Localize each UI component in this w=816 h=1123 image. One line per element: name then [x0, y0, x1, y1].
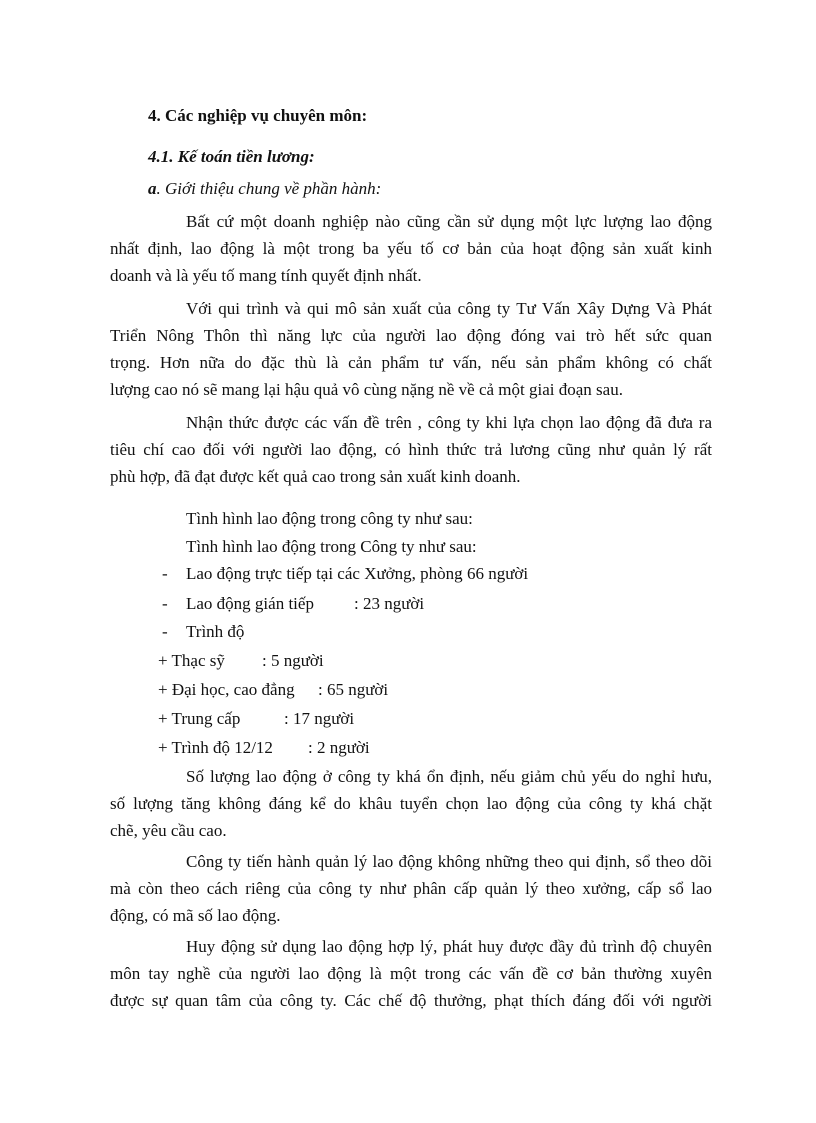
para2-line1: Với qui trình và qui mô sản xuất của công ty Tư Vấn Xây Dựng Và Phát — [186, 299, 712, 318]
list-level-label: Trình độ — [186, 622, 245, 641]
para1-line2: nhất định, lao động là một trong ba yếu tố cơ bản của hoạt động sản xuất kinh — [110, 239, 712, 258]
heading: 4. Các nghiệp vụ chuyên môn: — [148, 106, 368, 125]
para3-line2: tiêu chí cao đối với người lao động, có hình thức trả lương cũng như quản lý rất — [110, 440, 712, 459]
para4-line3: chẽ, yêu cầu cao. — [110, 821, 227, 840]
bullet-dash: - — [162, 594, 168, 613]
subheading: 4.1. Kế toán tiền lương: — [148, 147, 315, 166]
para6-line2: môn tay nghề của người lao động là một trong các vấn đề cơ bản thường xuyên — [110, 964, 712, 983]
list-college-label: + Trung cấp — [158, 709, 241, 728]
status-line-2: Tình hình lao động trong Công ty như sau: — [186, 537, 477, 556]
bullet-dash: - — [162, 564, 168, 583]
para1-line1: Bất cứ một doanh nghiệp nào cũng cần sử dụng một lực lượng lao động — [186, 212, 712, 231]
para1-line3: doanh và là yếu tố mang tính quyết định nhất. — [110, 266, 422, 285]
list-direct-label: Lao động trực tiếp tại các Xưởng, phòng — [186, 564, 463, 583]
para3-line3: phù hợp, đã đạt được kết quả cao trong sản xuất kinh doanh. — [110, 467, 521, 486]
status-line-1: Tình hình lao động trong công ty như sau: — [186, 509, 473, 528]
section-a-text: . Giới thiệu chung về phần hành: — [156, 179, 382, 198]
para5-line2: mà còn theo cách riêng của công ty như phân cấp quản lý theo xưởng, cấp sổ lao — [110, 879, 712, 898]
para4-line2: số lượng tăng không đáng kể do khâu tuyển chọn lao động của công ty khá chặt — [110, 794, 712, 813]
para2-line2: Triển Nông Thôn thì năng lực của người lao động đóng vai trò hết sức quan — [110, 326, 712, 345]
list-masters-label: + Thạc sỹ — [158, 651, 225, 670]
bullet-dash: - — [162, 622, 168, 641]
list-highschool-label: + Trình độ 12/12 — [158, 738, 273, 757]
para5-line1: Công ty tiến hành quản lý lao động không những theo qui định, sổ theo dõi — [186, 852, 712, 871]
para2-line4: lượng cao nó sẽ mang lại hậu quả vô cùng nặng nề về cả một giai đoạn sau. — [110, 380, 623, 399]
para4-line1: Số lượng lao động ở công ty khá ổn định, nếu giảm chủ yếu do nghỉ hưu, — [186, 767, 712, 786]
para5-line3: động, có mã số lao động. — [110, 906, 281, 925]
list-indirect-value: : 23 người — [354, 594, 425, 613]
section-a-label: a — [148, 179, 157, 198]
para2-line3: trọng. Hơn nữa do đặc thù là cản phẩm tư vấn, nếu sản phẩm không có chất — [110, 353, 712, 372]
list-college-value: : 17 người — [284, 709, 355, 728]
list-university-label: + Đại học, cao đẳng — [158, 680, 295, 699]
para6-line3: được sự quan tâm của công ty. Các chế độ thưởng, phạt thích đáng đối với người — [110, 991, 712, 1010]
list-direct-value: : 66 người — [458, 564, 529, 583]
list-masters-value: : 5 người — [262, 651, 324, 670]
list-university-value: : 65 người — [318, 680, 389, 699]
para6-line1: Huy động sử dụng lao động hợp lý, phát huy được đầy đủ trình độ chuyên — [186, 937, 712, 956]
list-highschool-value: : 2 người — [308, 738, 370, 757]
para3-line1: Nhận thức được các vấn đề trên , công ty khi lựa chọn lao động đã đưa ra — [186, 413, 712, 432]
section-a-title — [148, 178, 381, 200]
list-indirect-label: Lao động gián tiếp — [186, 594, 314, 613]
